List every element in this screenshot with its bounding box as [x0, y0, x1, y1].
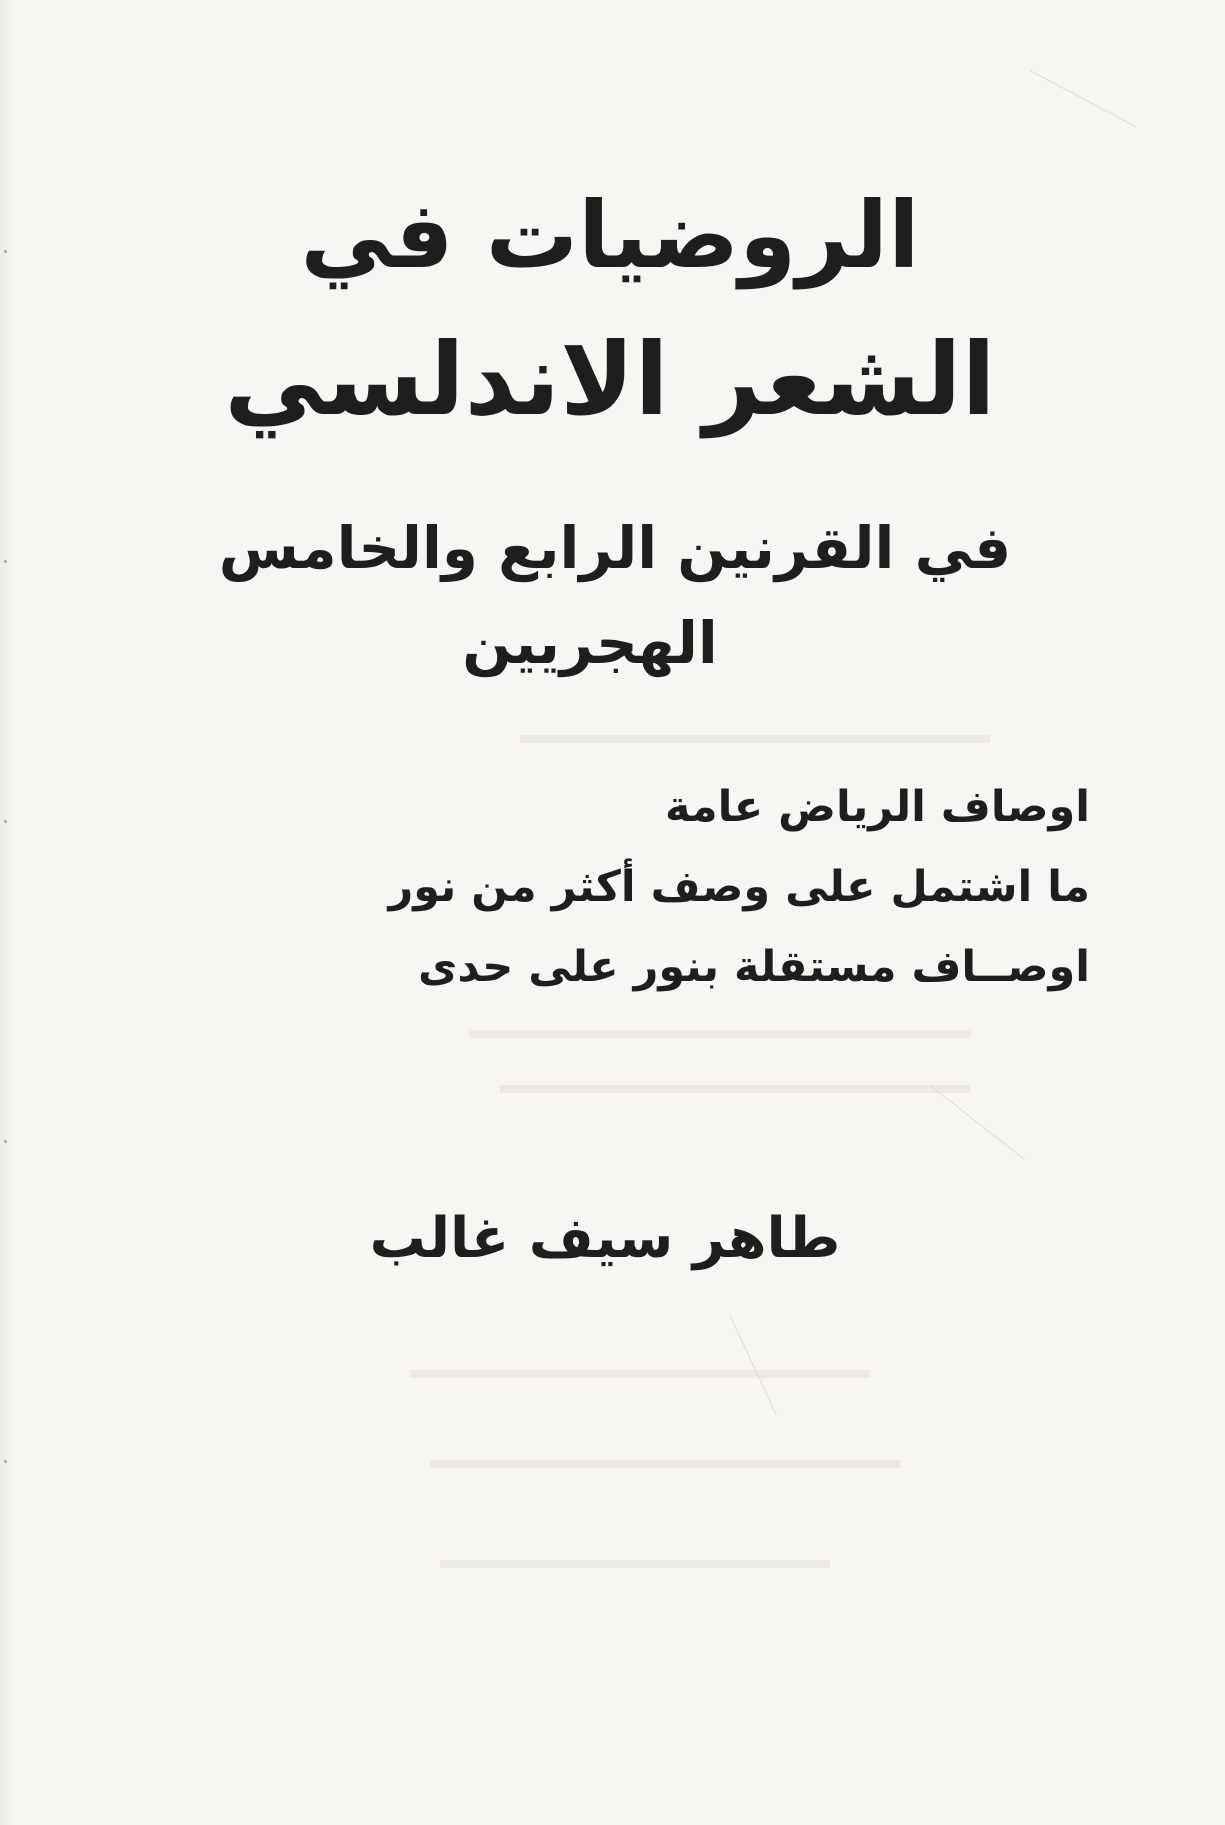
paper-scratch [1030, 70, 1136, 127]
paper-scratch [730, 1315, 777, 1415]
book-subtitle-line-1: في القرنين الرابع والخامس [218, 514, 1012, 582]
author-name: طاهر سيف غالب [369, 1206, 841, 1271]
bleed-through-line [430, 1460, 900, 1468]
content-line-3: اوصــاف مستقلة بنور على حدى [418, 942, 1090, 992]
bleed-through-line [500, 1085, 970, 1093]
paper-speck [4, 820, 7, 823]
content-line-1: اوصاف الرياض عامة [664, 782, 1090, 832]
paper-speck [4, 250, 7, 253]
bleed-through-line [440, 1560, 830, 1568]
bleed-through-line [410, 1370, 870, 1378]
paper-speck [4, 1460, 7, 1463]
content-line-2: ما اشتمل على وصف أكثر من نور [388, 862, 1090, 912]
bleed-through-line [520, 735, 990, 743]
bleed-through-line [470, 1030, 970, 1038]
book-title-line-1: الروضيات في [300, 182, 920, 289]
book-title-line-2: الشعر الاندلسي [224, 321, 996, 438]
page-left-edge [0, 0, 18, 1825]
book-subtitle-line-2: الهجريين [462, 609, 718, 677]
paper-scratch [930, 1085, 1025, 1160]
paper-speck [4, 560, 7, 563]
paper-speck [4, 1140, 7, 1143]
